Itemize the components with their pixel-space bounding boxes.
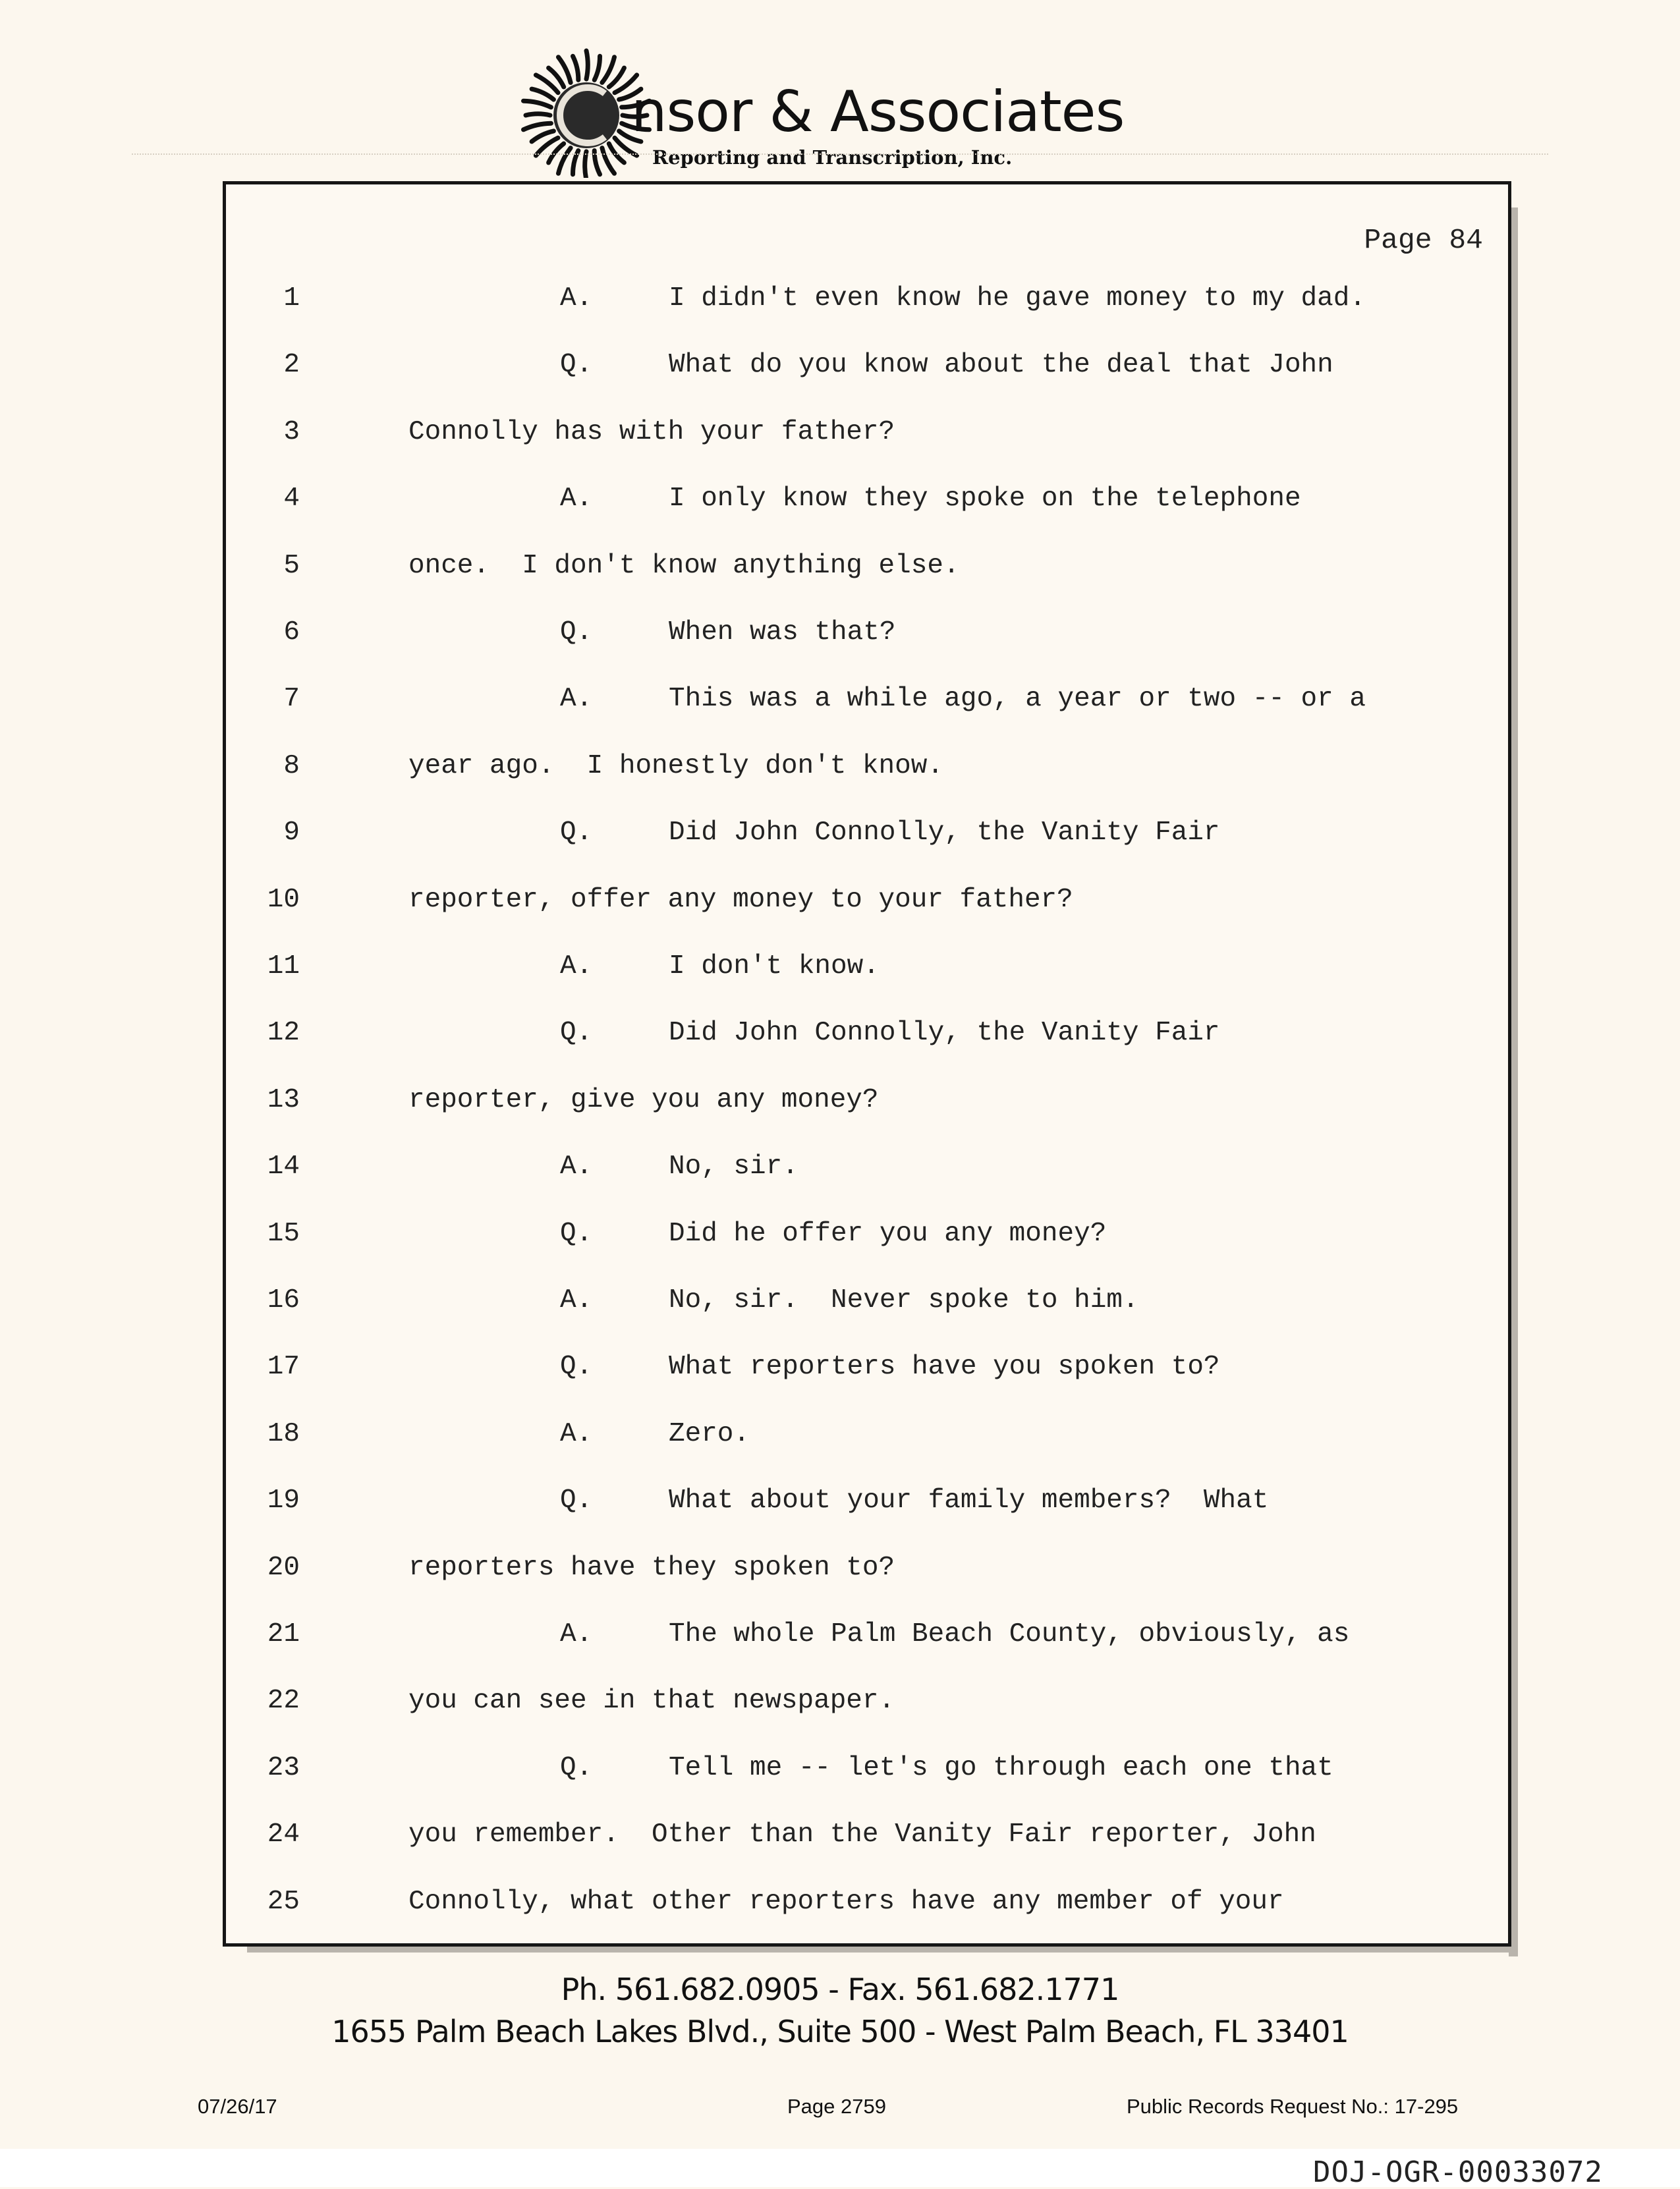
speaker-label: Q.: [560, 817, 593, 848]
line-number: 20: [267, 1552, 300, 1583]
transcript-line: [226, 1553, 1504, 1592]
transcript-line: [226, 551, 1504, 590]
speaker-label: A.: [560, 1151, 593, 1182]
speaker-label: Q.: [560, 1218, 593, 1249]
line-text: you remember. Other than the Vanity Fair reporter, John: [408, 1819, 1316, 1850]
transcript-line: [226, 751, 1504, 790]
speaker-label: A.: [560, 951, 593, 982]
line-number: 25: [267, 1886, 300, 1917]
line-text: once. I don't know anything else.: [408, 550, 960, 581]
speaker-label: Q.: [560, 1018, 593, 1049]
contact-phone-fax: Ph. 561.682.0905 - Fax. 561.682.1771: [561, 1972, 1119, 2007]
line-text: I didn't even know he gave money to my dad.: [669, 283, 1366, 314]
line-text: No, sir. Never spoke to him.: [669, 1285, 1139, 1316]
line-text: I only know they spoke on the telephone: [669, 484, 1301, 514]
line-text: What reporters have you spoken to?: [669, 1352, 1220, 1383]
transcript-line: [226, 817, 1504, 857]
transcript-line: [226, 1219, 1504, 1258]
line-number: 10: [267, 884, 300, 915]
line-number: 15: [267, 1218, 300, 1249]
line-text: Zero.: [669, 1418, 750, 1449]
line-text: you can see in that newspaper.: [408, 1686, 895, 1717]
company-name: nsor & Associates: [631, 79, 1125, 145]
line-text: Did John Connolly, the Vanity Fair: [669, 1018, 1220, 1049]
transcript-line: [226, 283, 1504, 323]
transcript-line: [226, 1819, 1504, 1859]
line-text: Tell me -- let's go through each one that: [669, 1752, 1333, 1783]
speaker-label: Q.: [560, 350, 593, 381]
transcript-line: [226, 350, 1504, 389]
line-number: 4: [283, 484, 300, 514]
transcript-line: [226, 1285, 1504, 1325]
company-logo: [520, 46, 1153, 178]
line-number: 1: [283, 283, 300, 314]
line-text: reporter, offer any money to your father?: [408, 884, 1073, 915]
speaker-label: A.: [560, 1418, 593, 1449]
line-number: 18: [267, 1418, 300, 1449]
transcript-line: [226, 1753, 1504, 1792]
line-number: 17: [267, 1352, 300, 1383]
line-number: 24: [267, 1819, 300, 1850]
transcript-line: [226, 885, 1504, 924]
speaker-label: A.: [560, 484, 593, 514]
line-text: reporters have they spoken to?: [408, 1552, 895, 1583]
line-text: Did John Connolly, the Vanity Fair: [669, 817, 1220, 848]
transcript-page: [223, 181, 1511, 1947]
line-text: When was that?: [669, 617, 896, 648]
footer-records-request: Public Records Request No.: 17-295: [1127, 2095, 1459, 2118]
line-number: 2: [283, 350, 300, 381]
speaker-label: A.: [560, 283, 593, 314]
speaker-label: A.: [560, 684, 593, 715]
footer-date: 07/26/17: [198, 2095, 277, 2118]
contact-address: 1655 Palm Beach Lakes Blvd., Suite 500 - West Palm Beach, FL 33401: [331, 2014, 1349, 2049]
header-rule: [132, 153, 1548, 155]
line-number: 22: [267, 1686, 300, 1717]
transcript-line: [226, 684, 1504, 723]
transcript-line: [226, 1485, 1504, 1525]
line-number: 9: [283, 817, 300, 848]
line-number: 19: [267, 1485, 300, 1516]
line-number: 16: [267, 1285, 300, 1316]
line-number: 13: [267, 1084, 300, 1115]
transcript-page-number: Page 84: [1364, 224, 1483, 256]
line-text: No, sir.: [669, 1151, 798, 1182]
line-number: 12: [267, 1018, 300, 1049]
line-text: What do you know about the deal that John: [669, 350, 1333, 381]
line-number: 23: [267, 1752, 300, 1783]
speaker-label: A.: [560, 1285, 593, 1316]
line-text: reporter, give you any money?: [408, 1084, 879, 1115]
transcript-line: [226, 1419, 1504, 1458]
line-text: I don't know.: [669, 951, 880, 982]
line-text: Did he offer you any money?: [669, 1218, 1107, 1249]
line-number: 8: [283, 750, 300, 781]
line-text: This was a while ago, a year or two -- or a: [669, 684, 1366, 715]
line-number: 5: [283, 550, 300, 581]
line-text: year ago. I honestly don't know.: [408, 750, 943, 781]
line-number: 7: [283, 684, 300, 715]
line-number: 6: [283, 617, 300, 648]
line-text: Connolly has with your father?: [408, 416, 895, 447]
bates-number: DOJ-OGR-00033072: [1313, 2155, 1603, 2189]
line-text: The whole Palm Beach County, obviously, as: [669, 1619, 1350, 1649]
line-number: 21: [267, 1619, 300, 1649]
transcript-line: [226, 1352, 1504, 1391]
transcript-line: [226, 1085, 1504, 1124]
transcript-line: [226, 1151, 1504, 1191]
line-text: Connolly, what other reporters have any member of your: [408, 1886, 1284, 1917]
speaker-label: Q.: [560, 617, 593, 648]
speaker-label: A.: [560, 1619, 593, 1649]
speaker-label: Q.: [560, 1485, 593, 1516]
transcript-line: [226, 1619, 1504, 1659]
transcript-line: [226, 484, 1504, 523]
line-number: 3: [283, 416, 300, 447]
footer-page: Page 2759: [787, 2095, 886, 2118]
line-number: 14: [267, 1151, 300, 1182]
line-text: What about your family members? What: [669, 1485, 1269, 1516]
line-number: 11: [267, 951, 300, 982]
speaker-label: Q.: [560, 1752, 593, 1783]
transcript-line: [226, 1887, 1504, 1926]
speaker-label: Q.: [560, 1352, 593, 1383]
company-tagline: Reporting and Transcription, Inc.: [652, 146, 1013, 169]
transcript-line: [226, 951, 1504, 991]
transcript-line: [226, 1018, 1504, 1057]
transcript-line: [226, 617, 1504, 657]
transcript-line: [226, 1686, 1504, 1725]
transcript-line: [226, 417, 1504, 457]
